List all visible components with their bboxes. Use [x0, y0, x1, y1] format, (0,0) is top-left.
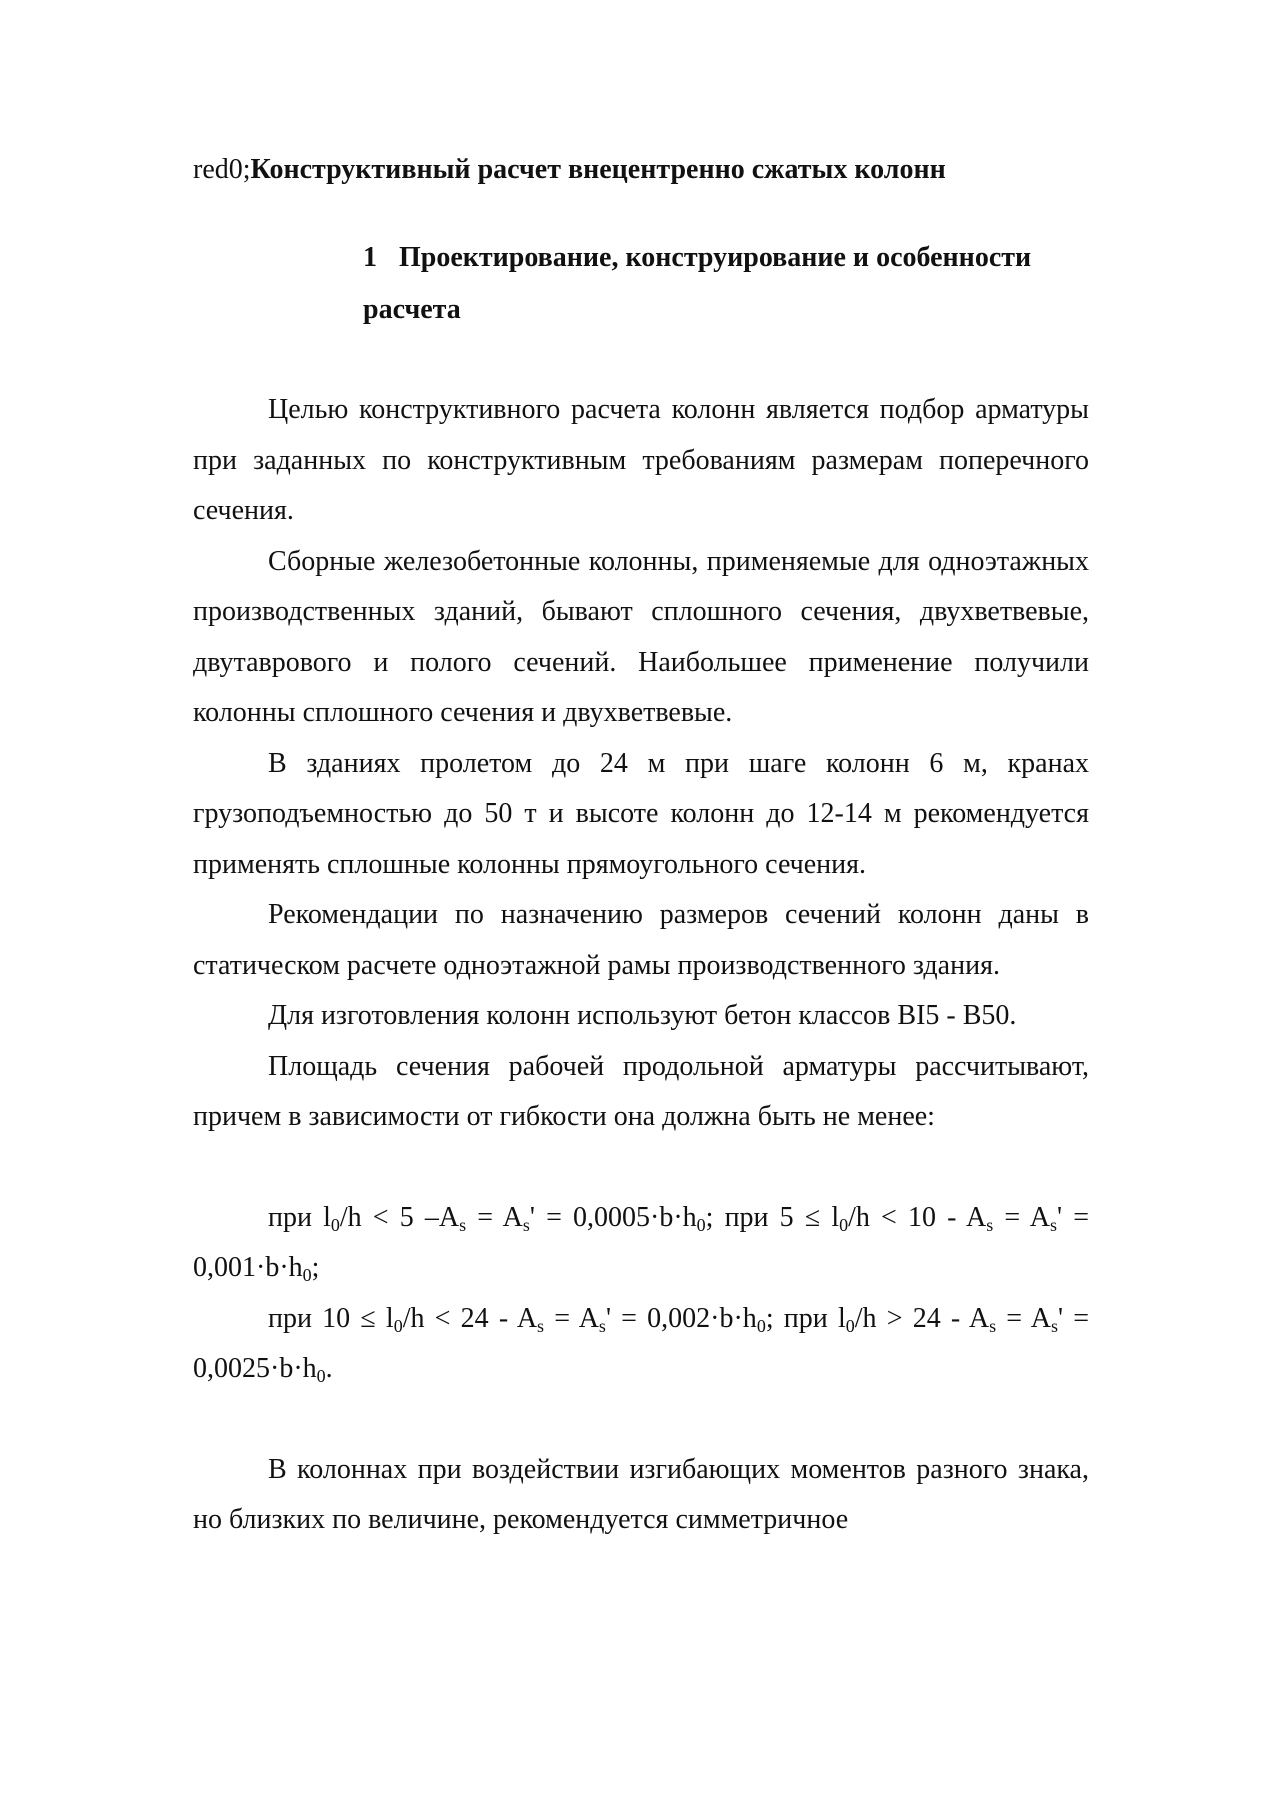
paragraph: Целью конструктивного расчета колонн является подбор арматуры при заданных по конструктивным требованиям размерам поперечного сечения. [193, 394, 1089, 526]
section-heading [363, 232, 1089, 336]
paragraph: В зданиях пролетом до 24 м при шаге колонн 6 м, кранах грузоподъемностью до 50 т и высоте колонн до 12-14 м рекомендуется применять сплошные колонны прямоугольного сечения. [193, 747, 1089, 880]
title-text: Конструктивный расчет внецентренно сжатых колонн [250, 154, 946, 185]
paragraph: Рекомендации по назначению размеров сечений колонн даны в статическом расчете одноэтажной рамы производственного здания. [193, 899, 1089, 981]
paragraph: Площадь сечения рабочей продольной арматуры рассчитывают, причем в зависимости от гибкости она должна быть не менее: [193, 1050, 1089, 1132]
section-title: Проектирование, конструирование и особенности расчета [363, 242, 1032, 325]
document-title [193, 150, 1093, 190]
paragraph: Для изготовления колонн используют бетон классов BI5 - B50. [268, 1000, 1017, 1031]
title-prefix: red0; [193, 154, 251, 185]
section-number: 1 [363, 242, 377, 273]
paragraph: В колоннах при воздействии изгибающих моментов разного знака, но близких по величине, рекомендуется симметричное [193, 1453, 1089, 1535]
body-text [193, 385, 1089, 1546]
paragraph: Сборные железобетонные колонны, применяемые для одноэтажных производственных зданий, бывают сплошного сечения, двухветвевые, двутаврового и полого сечений. Наибольшее применение получили колонны сплошного сечения и двухветвевые. [193, 545, 1089, 728]
formula-line-1: при $l_0/h < 5$ $-A_s = A_s' = 0,0005\cdot b\cdot h_0$; при $5 \le l_0/h < 10 - A_s = A_s' = 0,001\cdot b\cdot h_0$; [193, 1201, 1090, 1285]
formula-line-2: при $10 \le l_0/h < 24 - A_s = A_s' = 0,002\cdot b\cdot h_0$; при $l_0/h > 24 - A_s = A_s' = 0,0025\cdot b\cdot h_0$. [193, 1302, 1089, 1386]
